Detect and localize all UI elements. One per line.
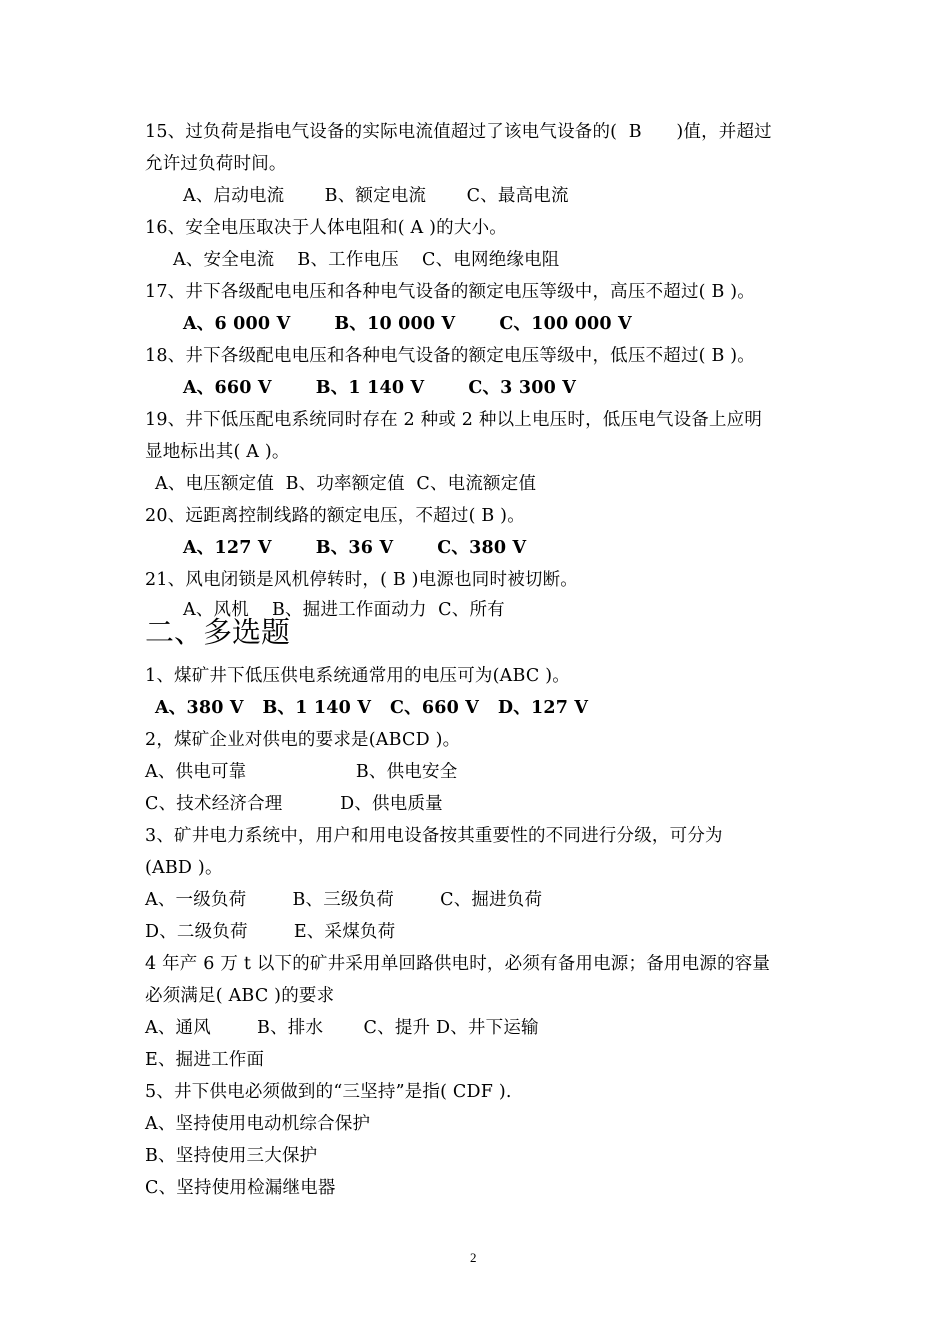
multi-question-5-option-b: B、坚持使用三大保护 [145, 1146, 318, 1166]
multi-question-4-line-1: 4 年产 6 万 t 以下的矿井采用单回路供电时，必须有备用电源；备用电源的容量 [145, 954, 771, 974]
multi-question-1-options: A、380 V B、1 140 V C、660 V D、127 V [155, 698, 589, 718]
multi-question-2-line-1: 2，煤矿企业对供电的要求是(ABCD )。 [145, 730, 461, 750]
question-20-line-1: 20、远距离控制线路的额定电压，不超过( B )。 [145, 506, 525, 526]
multi-question-2-options-row-1: A、供电可靠 B、供电安全 [145, 762, 458, 782]
question-19-options: A、电压额定值 B、功率额定值 C、电流额定值 [155, 474, 537, 494]
multi-question-4-options-row-2: E、掘进工作面 [145, 1050, 265, 1070]
question-19-line-1: 19、井下低压配电系统同时存在 2 种或 2 种以上电压时，低压电气设备上应明 [145, 410, 763, 430]
multi-question-3-options-row-1: A、一级负荷 B、三级负荷 C、掘进负荷 [145, 890, 543, 910]
multi-question-3-options-row-2: D、二级负荷 E、采煤负荷 [145, 922, 396, 942]
page-number: 2 [470, 1250, 477, 1265]
question-17-options: A、6 000 V B、10 000 V C、100 000 V [183, 314, 632, 334]
question-19-line-2: 显地标出其( A )。 [145, 442, 290, 462]
question-21-line-1: 21、风电闭锁是风机停转时，( B )电源也同时被切断。 [145, 570, 579, 590]
multi-question-2-options-row-2: C、技术经济合理 D、供电质量 [145, 794, 443, 814]
question-18-line-1: 18、井下各级配电电压和各种电气设备的额定电压等级中，低压不超过( B )。 [145, 346, 756, 366]
multi-question-5-option-c: C、坚持使用检漏继电器 [145, 1178, 336, 1198]
question-15-options: A、启动电流 B、额定电流 C、最高电流 [183, 186, 569, 206]
section-heading-multi-choice: 二、多选题 [145, 615, 291, 649]
multi-question-5-option-a: A、坚持使用电动机综合保护 [145, 1114, 371, 1134]
question-21-options: A、风机 B、掘进工作面动力 C、所有 [183, 600, 505, 620]
question-15-line-2: 允许过负荷时间。 [145, 154, 287, 174]
question-17-line-1: 17、井下各级配电电压和各种电气设备的额定电压等级中，高压不超过( B )。 [145, 282, 756, 302]
question-18-options: A、660 V B、1 140 V C、3 300 V [183, 378, 577, 398]
multi-question-1-line-1: 1、煤矿井下低压供电系统通常用的电压可为(ABC )。 [145, 666, 570, 686]
question-16-line-1: 16、安全电压取决于人体电阻和( A )的大小。 [145, 218, 507, 238]
multi-question-3-line-2: (ABD )。 [145, 858, 223, 878]
multi-question-5-line-1: 5、井下供电必须做到的“三坚持”是指( CDF ). [145, 1082, 512, 1102]
multi-question-4-options-row-1: A、通风 B、排水 C、提升 D、井下运输 [145, 1018, 539, 1038]
question-15-line-1: 15、过负荷是指电气设备的实际电流值超过了该电气设备的( B )值，并超过 [145, 122, 772, 142]
question-16-options: A、安全电流 B、工作电压 C、电网绝缘电阻 [173, 250, 560, 270]
multi-question-3-line-1: 3、矿井电力系统中，用户和用电设备按其重要性的不同进行分级，可分为 [145, 826, 723, 846]
multi-question-4-line-2: 必须满足( ABC )的要求 [145, 986, 335, 1006]
question-20-options: A、127 V B、36 V C、380 V [183, 538, 527, 558]
